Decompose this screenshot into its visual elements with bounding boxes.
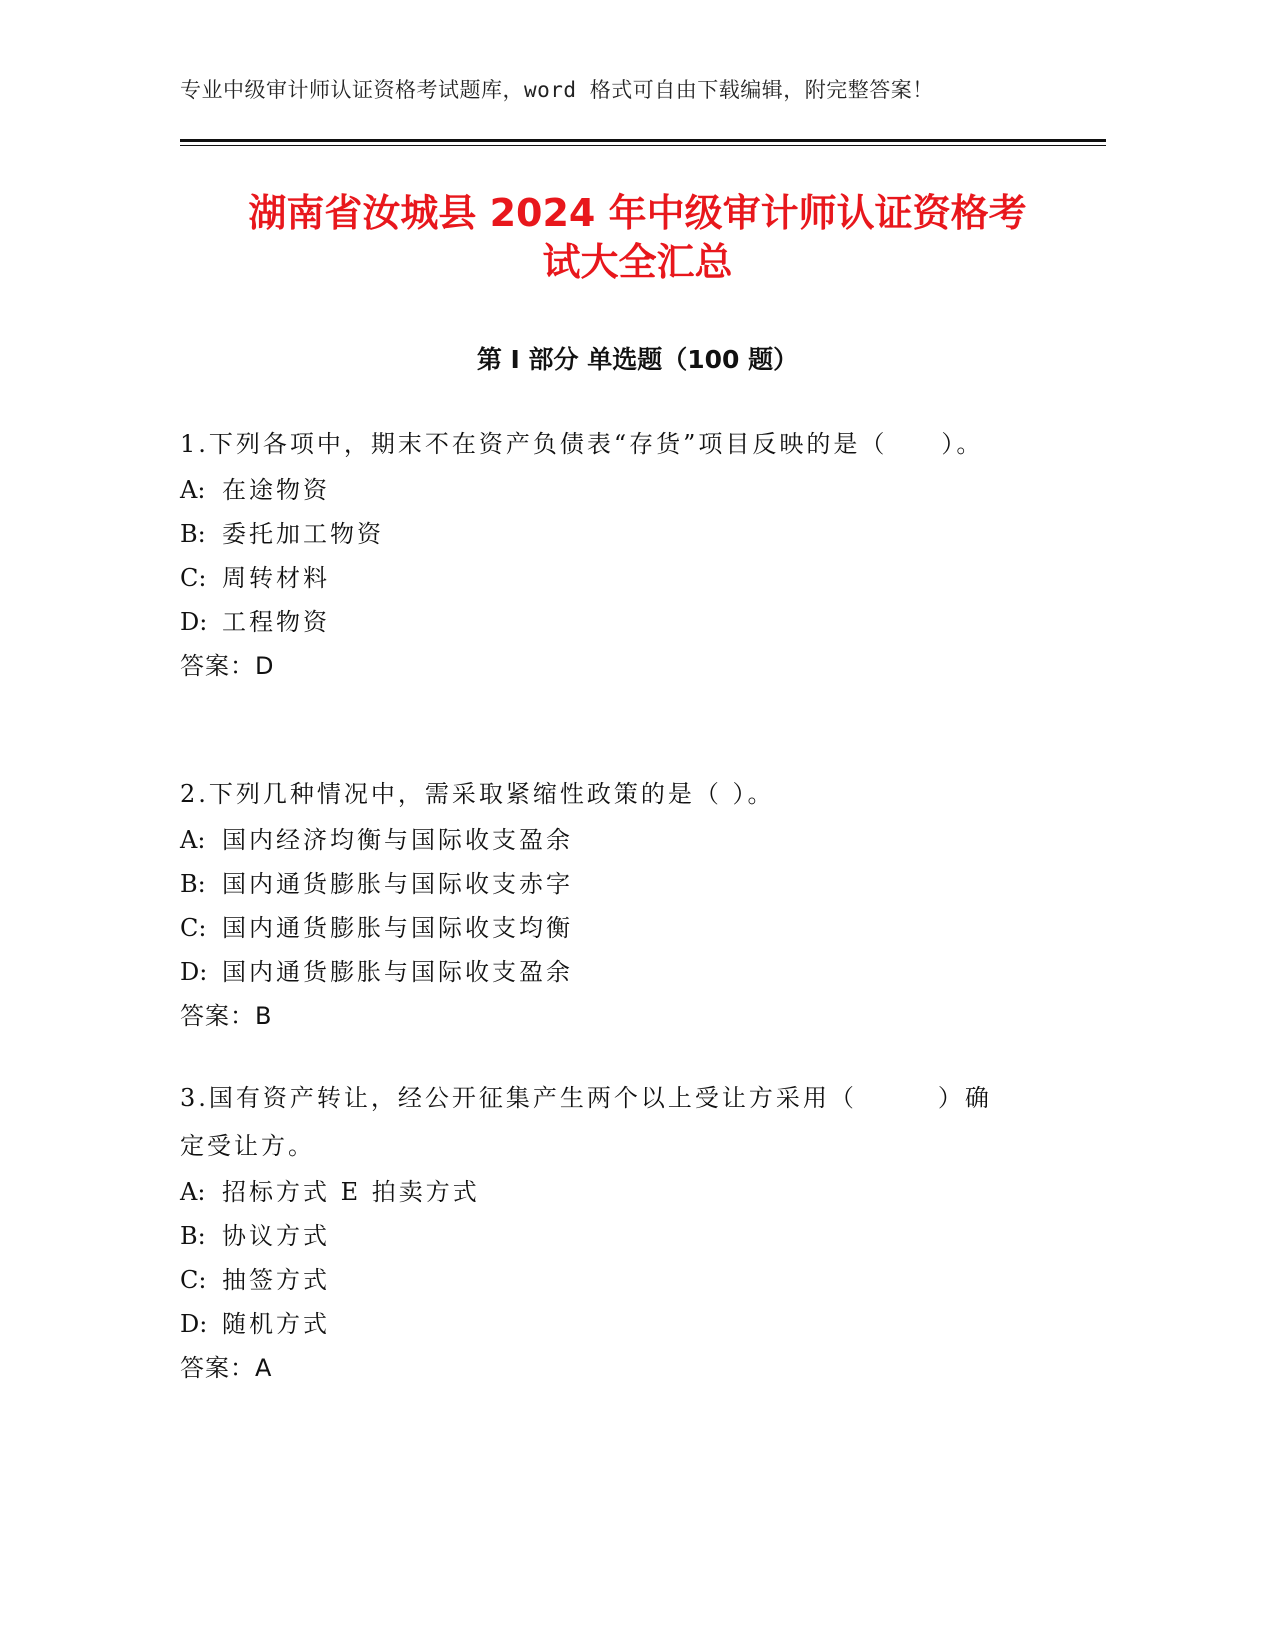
- document-title: [150, 189, 1125, 287]
- question-stem: 3.国有资产转让，经公开征集产生两个以上受让方采用（ ）确定受让方。: [180, 1084, 992, 1160]
- question-stem: 1.下列各项中，期末不在资产负债表“存货”项目反映的是（ ）。: [180, 430, 984, 458]
- option-text: 国内通货膨胀与国际收支盈余: [222, 958, 573, 986]
- option-letter: B:: [180, 1222, 206, 1250]
- answer-line: 答案：A: [180, 1354, 273, 1382]
- option-text: 国内通货膨胀与国际收支赤字: [222, 870, 573, 898]
- option-c: [180, 556, 1010, 600]
- option-d: [180, 950, 1010, 994]
- option-letter: D:: [180, 608, 208, 636]
- option-text: 国内经济均衡与国际收支盈余: [222, 826, 573, 854]
- option-a: [180, 1170, 1010, 1214]
- question-stem: 2.下列几种情况中，需采取紧缩性政策的是（ ）。: [180, 780, 775, 808]
- option-letter: C:: [180, 914, 207, 942]
- option-text: 招标方式 E 拍卖方式: [222, 1178, 480, 1206]
- answer-line: 答案：D: [180, 652, 275, 680]
- option-letter: D:: [180, 1310, 208, 1338]
- option-b: [180, 1214, 1010, 1258]
- option-letter: A:: [180, 476, 206, 504]
- document-title-line-2: 试大全汇总: [542, 240, 733, 284]
- option-a: [180, 468, 1010, 512]
- document-title-line-1: 湖南省汝城县 2024 年中级审计师认证资格考: [248, 191, 1027, 235]
- question-3: [180, 1074, 1010, 1390]
- option-letter: B:: [180, 870, 206, 898]
- answer-line: 答案：B: [180, 1002, 273, 1030]
- option-letter: A:: [180, 1178, 206, 1206]
- option-c: [180, 1258, 1010, 1302]
- header-rule-thin: [180, 145, 1106, 146]
- question-1: [180, 420, 1010, 688]
- option-text: 周转材料: [222, 564, 330, 592]
- option-letter: A:: [180, 826, 206, 854]
- option-d: [180, 600, 1010, 644]
- option-letter: B:: [180, 520, 206, 548]
- option-letter: D:: [180, 958, 208, 986]
- option-b: [180, 512, 1010, 556]
- page-header-text: 专业中级审计师认证资格考试题库，word 格式可自由下载编辑，附完整答案！: [180, 78, 934, 102]
- section-title: 第 I 部分 单选题（100 题）: [476, 345, 799, 374]
- option-text: 抽签方式: [222, 1266, 330, 1294]
- option-text: 协议方式: [222, 1222, 330, 1250]
- option-text: 国内通货膨胀与国际收支均衡: [222, 914, 573, 942]
- option-text: 工程物资: [222, 608, 330, 636]
- option-a: [180, 818, 1010, 862]
- option-b: [180, 862, 1010, 906]
- header-rule-thick: [180, 139, 1106, 142]
- option-text: 委托加工物资: [222, 520, 384, 548]
- option-text: 在途物资: [222, 476, 330, 504]
- question-2: [180, 770, 1010, 1038]
- option-text: 随机方式: [222, 1310, 330, 1338]
- option-d: [180, 1302, 1010, 1346]
- option-letter: C:: [180, 564, 207, 592]
- option-c: [180, 906, 1010, 950]
- option-letter: C:: [180, 1266, 207, 1294]
